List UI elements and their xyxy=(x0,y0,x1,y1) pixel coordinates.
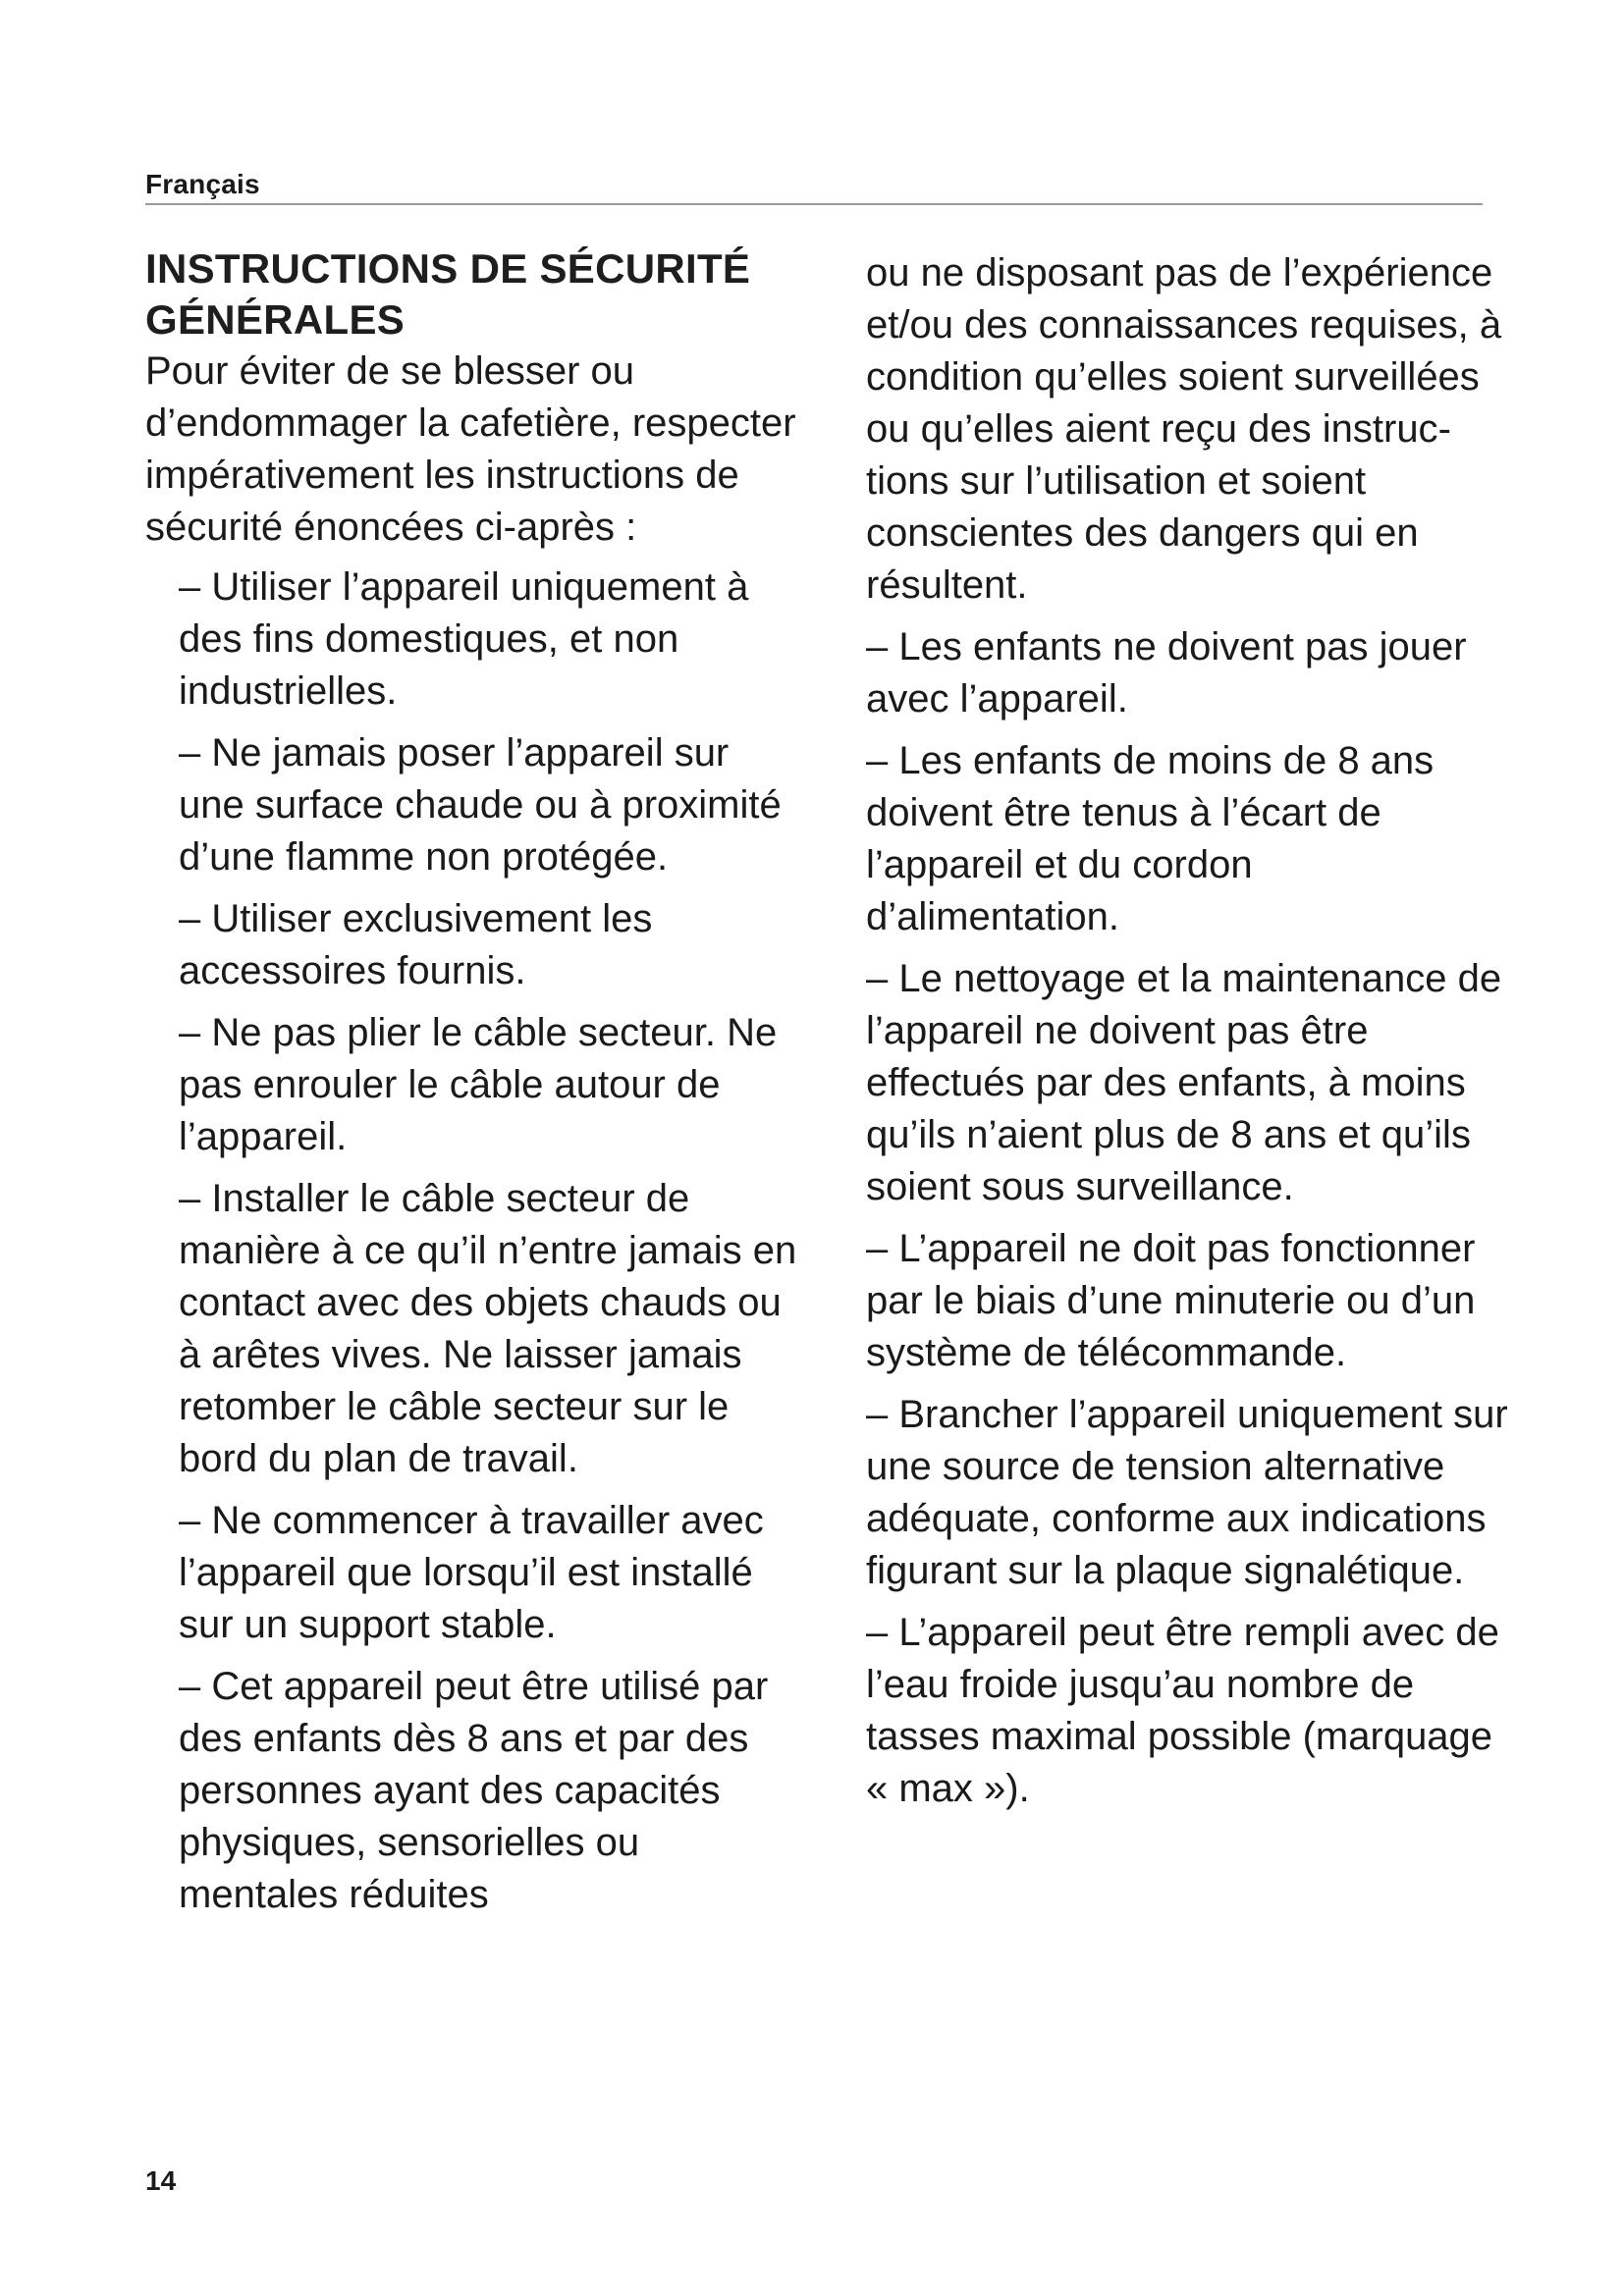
list-item: – L’appareil peut être rempli avec de l’eau froide jusqu’au nombre de tasses maximal possible (marquage « max »). xyxy=(866,1611,1499,1810)
list-item: – Ne commencer à travailler avec l’appareil que lorsqu’il est installé sur un support stable. xyxy=(179,1499,764,1646)
list-item: – Ne jamais poser l’appareil sur une surface chaude ou à proximité d’une flamme non protégée. xyxy=(179,731,782,879)
list-item: – Installer le câble secteur de manière à ce qu’il n’entre jamais en contact avec des objets chauds ou à arêtes vives. Ne laisser jamais retomber le câble secteur sur le bord du plan de travail. xyxy=(179,1177,797,1480)
list-item: – Utiliser exclusivement les accessoires fournis. xyxy=(179,897,653,992)
list-item: – Ne pas plier le câble secteur. Ne pas enrouler le câble autour de l’appareil. xyxy=(179,1011,778,1158)
right-safety-list xyxy=(866,621,1514,1815)
list-item: – Brancher l’appareil uniquement sur une source de tension alternative adéquate, conforme aux indications figurant sur la plaque signalétique. xyxy=(866,1393,1508,1592)
continuation-paragraph: ou ne disposant pas de l’expérience et/ou des connaissances requises, à condition qu’elles soient surveillées ou qu’elles aient reçu des instructions sur l’utilisation et soient conscientes des dangers qui en résultent. xyxy=(866,251,1502,607)
list-item: – L’appareil ne doit pas fonctionner par le biais d’une minuterie ou d’un système de télécommande. xyxy=(866,1227,1476,1374)
section-title xyxy=(145,243,805,346)
left-safety-list xyxy=(179,561,805,1921)
list-item: – Cet appareil peut être utilisé par des enfants dès 8 ans et par des personnes ayant des capacités physiques, sensorielles ou mentales réduites xyxy=(179,1665,769,1916)
list-item: – Les enfants ne doivent pas jouer avec l’appareil. xyxy=(866,625,1467,721)
list-item: – Les enfants de moins de 8 ans doivent être tenus à l’écart de l’appareil et du cordon d’alimentation. xyxy=(866,739,1435,938)
list-item: – Utiliser l’appareil uniquement à des fins domestiques, et non industrielles. xyxy=(179,565,749,713)
header-language-label: Français xyxy=(145,169,260,199)
page-number: 14 xyxy=(145,2165,177,2196)
right-column xyxy=(866,247,1514,1825)
list-item: – Le nettoyage et la maintenance de l’appareil ne doivent pas être effectués par des enfants, à moins qu’ils n’aient plus de 8 ans et qu’ils soient sous surveillance. xyxy=(866,957,1502,1208)
intro-paragraph: Pour éviter de se blesser ou d’endommager la cafetière, respecter impérativement les instructions de sécurité énoncées ci-après : xyxy=(145,349,796,549)
header-divider xyxy=(145,203,1483,205)
section-title-line-1: INSTRUCTIONS DE SÉCURITÉ xyxy=(145,245,751,292)
left-column xyxy=(145,243,805,1931)
section-title-line-2: GÉNÉRALES xyxy=(145,296,406,343)
